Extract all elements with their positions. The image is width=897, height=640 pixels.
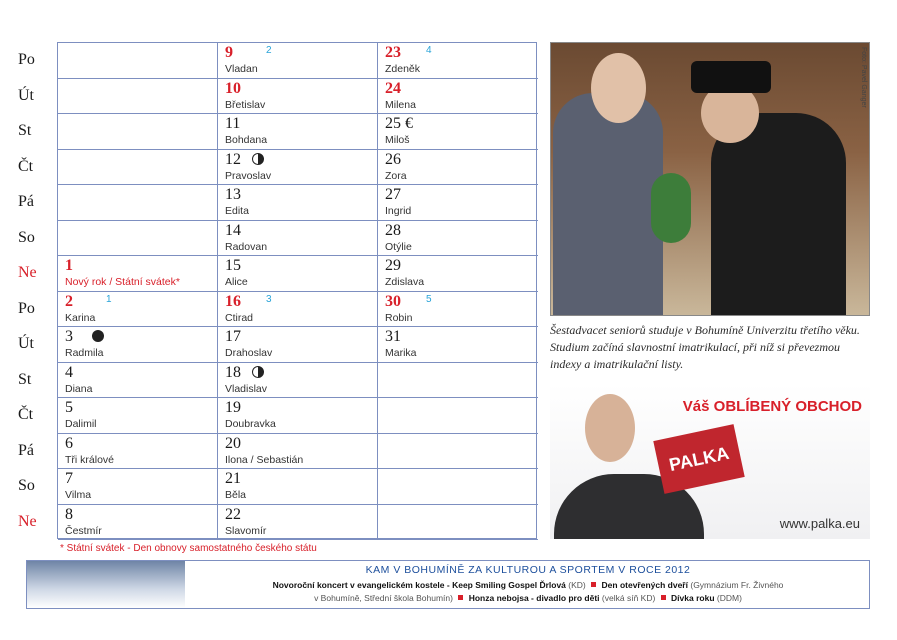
event-venue: (velká síň KD) <box>601 593 656 603</box>
weekday-label-sunday: Ne <box>18 512 37 530</box>
day-number: 4 <box>65 363 73 381</box>
day-number: 10 <box>225 79 241 97</box>
event-name: Honza nebojsa - divadlo pro děti <box>468 593 600 603</box>
weekday-label-sunday: Ne <box>18 264 37 281</box>
name-day: Vilma <box>65 489 92 501</box>
day-cell <box>218 363 378 399</box>
day-number: 5 <box>65 399 73 416</box>
bullet-icon <box>458 595 463 600</box>
weekday-label: St <box>18 370 32 388</box>
name-day: Radmila <box>65 347 104 359</box>
photo-credit: Foto: Pavel Ganger <box>860 47 867 108</box>
name-day: Alice <box>225 276 248 288</box>
day-cell <box>58 185 218 221</box>
day-cell <box>58 398 218 434</box>
name-day: Otýlie <box>385 240 412 253</box>
photo-figure <box>591 53 646 123</box>
day-cell <box>378 221 538 257</box>
name-day: Tři králové <box>65 453 115 466</box>
day-cell <box>218 185 378 221</box>
day-cell <box>218 327 378 363</box>
name-day: Dalimil <box>65 418 97 430</box>
name-day: Ctirad <box>225 311 254 324</box>
day-cell <box>218 43 378 79</box>
name-day: Zdislava <box>385 276 425 288</box>
day-cell <box>58 292 218 328</box>
day-cell <box>58 434 218 470</box>
weekday-label: Po <box>18 299 35 317</box>
day-cell <box>58 43 218 79</box>
day-cell <box>378 327 538 363</box>
day-number: 25 € <box>385 115 413 132</box>
name-day: Doubravka <box>225 418 276 430</box>
day-cell <box>58 221 218 257</box>
day-cell <box>378 398 538 434</box>
name-day: Robin <box>385 311 413 324</box>
banner-line <box>187 580 869 590</box>
name-day: Ingrid <box>385 205 412 217</box>
day-number: 27 <box>385 186 401 203</box>
name-day: Zora <box>385 169 407 182</box>
day-number: 15 <box>225 257 241 274</box>
event-name: Novoroční koncert v evangelickém kostele - Keep Smiling Gospel Ďrlová <box>272 580 566 590</box>
day-cell <box>378 434 538 470</box>
day-cell <box>378 292 538 328</box>
day-cell <box>218 398 378 434</box>
day-cell <box>218 469 378 505</box>
day-cell <box>218 434 378 470</box>
ad-person <box>585 394 635 462</box>
day-number: 14 <box>225 221 241 239</box>
day-number: 3 <box>65 328 73 345</box>
name-day: Ilona / Sebastián <box>225 453 304 466</box>
weekday-label: Út <box>18 86 34 104</box>
day-number: 29 <box>385 257 401 274</box>
day-cell <box>58 505 218 541</box>
day-number: 8 <box>65 505 73 523</box>
weekday-label: Pá <box>18 193 34 210</box>
day-cell <box>378 363 538 399</box>
bullet-icon <box>661 595 666 600</box>
weekday-label: So <box>18 228 35 246</box>
weekday-labels <box>18 42 54 539</box>
event-venue: (KD) <box>568 580 586 590</box>
day-number: 20 <box>225 434 241 452</box>
day-cell <box>378 185 538 221</box>
name-day: Karina <box>65 311 96 324</box>
week-number: 2 <box>266 45 272 56</box>
day-number: 9 <box>225 44 233 61</box>
name-day: Vladislav <box>225 382 268 395</box>
photo-figure <box>711 113 846 316</box>
event-name: Den otevřených dveří <box>601 580 688 590</box>
day-number: 24 <box>385 79 401 97</box>
day-number: 28 <box>385 221 401 239</box>
event-name: Dívka roku <box>671 593 715 603</box>
day-number: 1 <box>65 257 73 274</box>
week-number: 3 <box>266 293 272 305</box>
day-cell <box>378 79 538 115</box>
weekday-label: St <box>18 122 32 139</box>
day-number: 23 <box>385 44 401 61</box>
day-number: 6 <box>65 434 73 452</box>
banner-title: KAM V BOHUMÍNĚ ZA KULTUROU A SPORTEM V ROCE 2012 <box>365 564 691 576</box>
name-day: Radovan <box>225 240 268 253</box>
day-cell <box>58 79 218 115</box>
photo-caption: Šestadvacet seniorů studuje v Bohumíně Univerzitu třetího věku. Studium začíná slavnostní imatrikulací, při níž si převezmou indexy a imatrikulační listy. <box>550 323 860 371</box>
weekday-label: So <box>18 477 35 494</box>
day-number: 17 <box>225 328 241 345</box>
week-number: 1 <box>106 293 112 305</box>
day-number: 18 <box>225 363 241 381</box>
day-cell <box>58 327 218 363</box>
day-number: 31 <box>385 328 401 345</box>
name-day: Slavomír <box>225 524 267 537</box>
ad-headline: Váš OBLÍBENÝ OBCHOD <box>682 398 862 415</box>
day-cell <box>378 505 538 541</box>
weekday-label: Po <box>18 51 35 68</box>
name-day: Vladan <box>225 63 258 75</box>
event-venue: v Bohumíně, Střední škola Bohumín) <box>314 593 453 603</box>
day-number: 19 <box>225 399 241 416</box>
name-day: Drahoslav <box>225 347 273 359</box>
name-day: Marika <box>385 347 417 359</box>
weekday-label: Čt <box>18 157 34 175</box>
new-moon-icon <box>92 330 104 342</box>
day-number: 12 <box>225 150 241 168</box>
day-number: 30 <box>385 292 401 310</box>
day-number: 13 <box>225 186 241 203</box>
bullet-icon <box>591 582 596 587</box>
weekday-label: Čt <box>18 406 34 423</box>
day-cell <box>378 114 538 150</box>
photo-figure <box>691 61 771 93</box>
holiday-footnote: * Státní svátek - Den obnovy samostatného českého státu <box>60 543 317 554</box>
day-number: 21 <box>225 470 241 487</box>
name-day: Pravoslav <box>225 169 272 182</box>
half-moon-icon <box>252 153 264 165</box>
day-number: 22 <box>225 505 241 523</box>
weekday-label: Út <box>18 335 34 352</box>
weekday-label: Pá <box>18 441 34 459</box>
name-day: Bohdana <box>225 134 268 146</box>
name-day: Nový rok / Státní svátek* <box>65 276 180 288</box>
day-number: 16 <box>225 292 241 310</box>
name-day: Břetislav <box>225 98 266 111</box>
event-venue: (DDM) <box>716 593 742 603</box>
day-cell <box>58 114 218 150</box>
day-cell <box>378 469 538 505</box>
photo-figure <box>553 93 663 316</box>
graduation-photo <box>550 42 870 316</box>
day-cell <box>378 43 538 79</box>
day-number: 2 <box>65 292 73 310</box>
day-cell <box>218 79 378 115</box>
day-number: 26 <box>385 150 401 168</box>
calendar-grid <box>57 42 537 539</box>
name-day: Zdeněk <box>385 63 421 75</box>
half-moon-icon <box>252 366 264 378</box>
name-day: Milena <box>385 98 416 111</box>
banner-image <box>27 561 185 608</box>
name-day: Miloš <box>385 134 410 146</box>
banner-line <box>187 593 869 603</box>
week-number: 4 <box>426 45 432 56</box>
day-cell <box>218 505 378 541</box>
day-cell <box>218 292 378 328</box>
day-cell <box>378 256 538 292</box>
day-cell <box>58 150 218 186</box>
photo-flowers <box>651 173 691 243</box>
event-venue: (Gymnázium Fr. Živného <box>690 580 784 590</box>
day-cell <box>218 221 378 257</box>
name-day: Běla <box>225 489 247 501</box>
ad-brand-box: PALKA <box>653 424 744 494</box>
events-banner <box>26 560 870 609</box>
day-cell <box>218 150 378 186</box>
name-day: Čestmír <box>65 524 102 537</box>
day-cell <box>58 256 218 292</box>
day-cell <box>218 114 378 150</box>
day-cell <box>58 469 218 505</box>
palka-advertisement <box>550 384 870 539</box>
day-number: 7 <box>65 470 73 487</box>
ad-url: www.palka.eu <box>779 516 860 531</box>
day-number: 11 <box>225 115 241 132</box>
day-cell <box>218 256 378 292</box>
day-cell <box>378 150 538 186</box>
week-number: 5 <box>426 293 432 305</box>
name-day: Edita <box>225 205 249 217</box>
name-day: Diana <box>65 382 93 395</box>
day-cell <box>58 363 218 399</box>
